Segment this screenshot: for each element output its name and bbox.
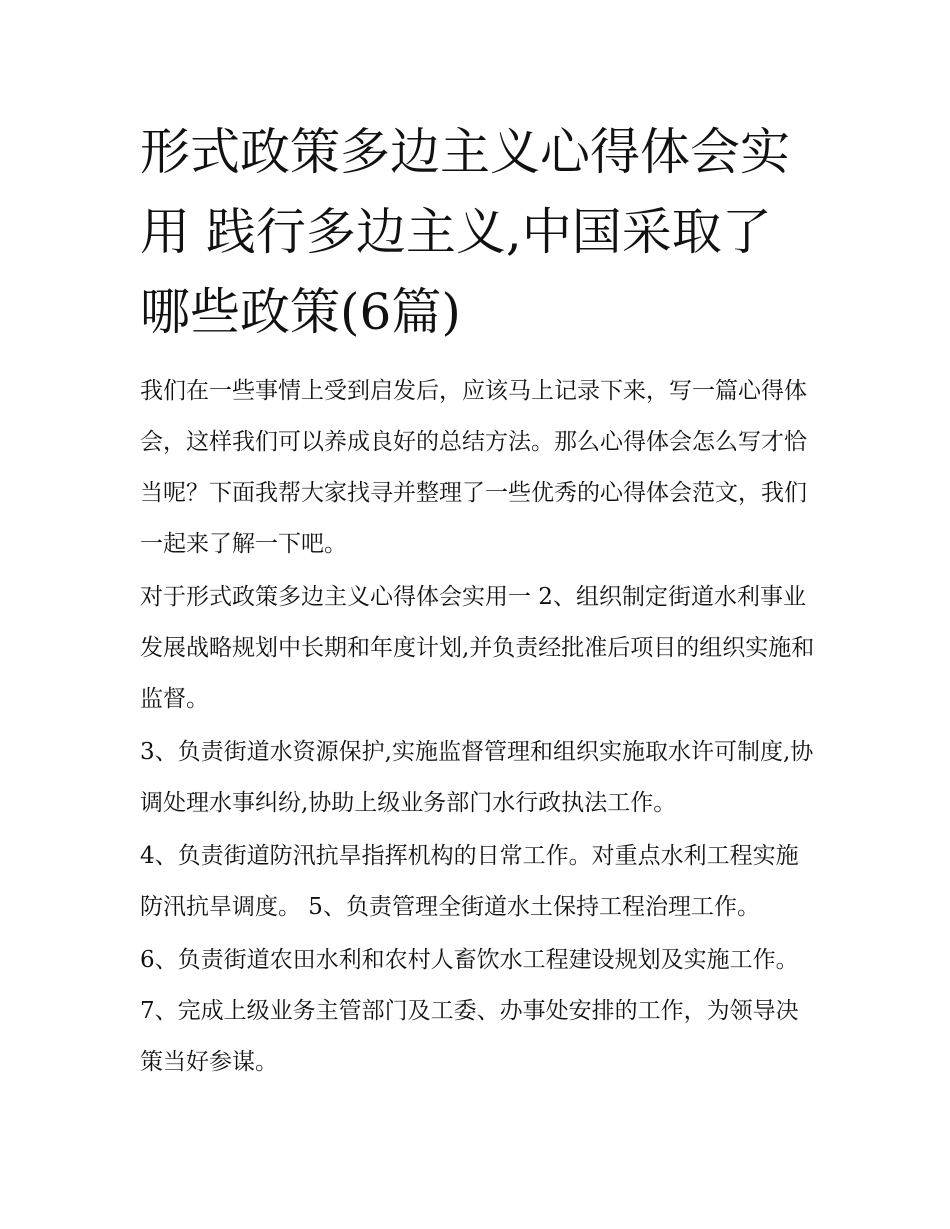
document-title: 形式政策多边主义心得体会实用 践行多边主义,中国采取了哪些政策(6篇) [140,123,790,341]
document-page [140,112,820,1090]
paragraph-item-4-5: 4、负责街道防汛抗旱指挥机构的日常工作。对重点水利工程实施防汛抗旱调度。 5、负责管理全街道水土保持工程治理工作。 [140,843,799,920]
paragraph-intro: 我们在一些事情上受到启发后，应该马上记录下来，写一篇心得体会，这样我们可以养成良好的总结方法。那么心得体会怎么写才恰当呢？下面我帮大家找寻并整理了一些优秀的心得体会范文，我们一起来了解一下吧。 [140,378,807,557]
document-body [140,366,820,1088]
paragraph-item-3: 3、负责街道水资源保护,实施监督管理和组织实施取水许可制度,协调处理水事纠纷,协助上级业务部门水行政执法工作。 [140,739,814,816]
paragraph-item-2: 对于形式政策多边主义心得体会实用一 2、组织制定街道水利事业发展战略规划中长期和年度计划,并负责经批准后项目的组织实施和监督。 [140,584,815,712]
paragraph-item-6-7: 6、负责街道农田水利和农村人畜饮水工程建设规划及实施工作。 7、完成上级业务主管部门及工委、办事处安排的工作，为领导决策当好参谋。 [140,947,799,1075]
